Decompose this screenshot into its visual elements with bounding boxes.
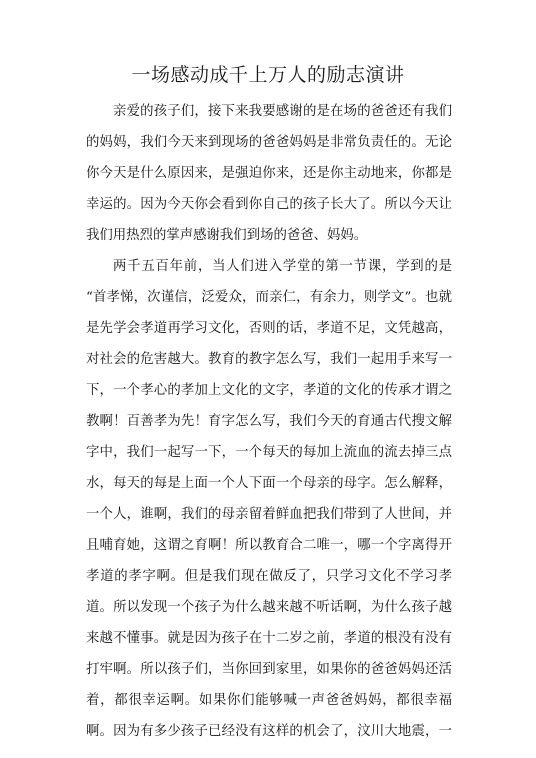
body-line: 两千五百年前，当人们进入学堂的第一节课，学到的是	[113, 259, 452, 274]
body-line: 且哺育她，这谓之育啊！所以教育合二唯一，哪一个字离得开	[86, 538, 452, 553]
body-line: 我们用热烈的掌声感谢我们到场的爸爸、妈妈。	[86, 228, 368, 243]
body-line: 字中，我们一起写一下，一个每天的每加上流血的流去掉三点	[86, 445, 452, 460]
body-line: 下，一个孝心的孝加上文化的文字，孝道的文化的传承才谓之	[86, 383, 452, 398]
body-line: 来越不懂事。就是因为孩子在十二岁之前，孝道的根没有没有	[86, 631, 452, 646]
body-line: 亲爱的孩子们，接下来我要感谢的是在场的爸爸还有我们	[113, 104, 452, 119]
body-line: 是先学会孝道再学习文化，否则的话，孝道不足，文凭越高，	[86, 321, 452, 336]
document-title: 一场感动成千上万人的励志演讲	[131, 64, 405, 86]
document-body	[86, 96, 452, 747]
body-line: 孝道的孝字啊。但是我们现在做反了，只学习文化不学习孝	[86, 569, 452, 584]
body-line: 幸运的。因为今天你会看到你自己的孩子长大了。所以今天让	[86, 197, 452, 212]
body-line: “首孝悌，次谨信，泛爱众，而亲仁，有余力，则学文”。也就	[86, 290, 452, 305]
body-line: 的妈妈，我们今天来到现场的爸爸妈妈是非常负责任的。无论	[86, 135, 452, 150]
body-line: 一个人，谁啊，我们的母亲留着鲜血把我们带到了人世间，并	[86, 507, 452, 522]
body-line: 打牢啊。所以孩子们，当你回到家里，如果你的爸爸妈妈还活	[86, 662, 452, 677]
body-line: 对社会的危害越大。教育的教字怎么写，我们一起用手来写一	[86, 352, 452, 367]
body-line: 教啊！百善孝为先！育字怎么写，我们今天的育通古代搜文解	[86, 414, 452, 429]
body-line: 水，每天的每是上面一个人下面一个母亲的母字。怎么解释，	[86, 476, 452, 491]
body-line: 道。所以发现一个孩子为什么越来越不听话啊，为什么孩子越	[86, 600, 452, 615]
body-line: 啊。因为有多少孩子已经没有这样的机会了，汶川大地震，一	[86, 724, 452, 739]
body-line: 着，都很幸运啊。如果你们能够喊一声爸爸妈妈，都很幸福	[86, 693, 452, 708]
body-line: 你今天是什么原因来，是强迫你来，还是你主动地来，你都是	[86, 166, 452, 181]
